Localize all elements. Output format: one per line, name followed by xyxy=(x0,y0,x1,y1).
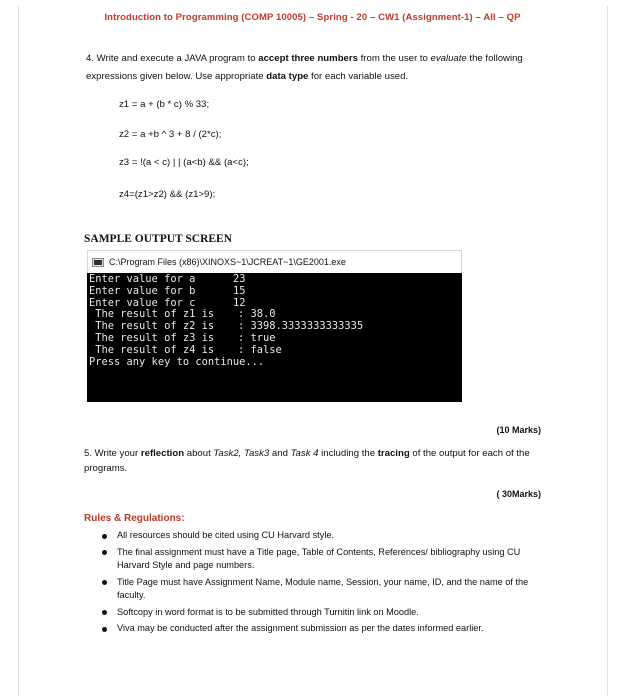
expression-z2: z2 = a +b ^ 3 + 8 / (2*c); xyxy=(119,129,222,140)
sample-output-title: SAMPLE OUTPUT SCREEN xyxy=(84,233,233,245)
console-line: The result of z1 is : 38.0 xyxy=(89,308,276,321)
expression-z4: z4=(z1>z2) && (z1>9); xyxy=(119,189,216,200)
console-line: Enter value for a 23 xyxy=(89,273,246,285)
console-line: The result of z3 is : true xyxy=(89,331,276,344)
rule-item: All resources should be cited using CU Harvard style. xyxy=(100,529,550,543)
console-window-title: C:\Program Files (x86)\XINOXS~1\JCREAT~1\GE2001.exe xyxy=(109,257,346,267)
question-4-marks: (10 Marks) xyxy=(496,425,541,435)
console-line: Enter value for b 15 xyxy=(89,284,246,297)
rules-title: Rules & Regulations: xyxy=(84,513,185,524)
console-line: The result of z2 is : 3398.3333333333335 xyxy=(89,320,364,333)
document-header: Introduction to Programming (COMP 10005) – Spring - 20 – CW1 (Assignment-1) – All – QP xyxy=(104,12,521,23)
rules-list xyxy=(100,529,550,639)
question-5-marks: ( 30Marks) xyxy=(496,489,541,499)
console-window-titlebar xyxy=(87,250,462,273)
question-5-text: 5. Write your reflection about Task2, Task3 and Task 4 including the tracing of the output for each of the programs. xyxy=(84,448,530,474)
rule-item: Title Page must have Assignment Name, Module name, Session, your name, ID, and the name of the faculty. xyxy=(100,576,550,603)
expression-z1: z1 = a + (b * c) % 33; xyxy=(119,99,210,110)
console-window-icon xyxy=(92,258,104,267)
rule-item: The final assignment must have a Title page, Table of Contents, References/ bibliography using CU Harvard Style and page numbers. xyxy=(100,546,550,573)
console-line: Press any key to continue... xyxy=(89,355,265,368)
console-output xyxy=(87,273,462,402)
console-line: Enter value for c 12 xyxy=(89,296,246,309)
console-line: The result of z4 is : false xyxy=(89,343,282,356)
expression-z3: z3 = !(a < c) | | (a<b) && (a<c); xyxy=(119,157,249,168)
question-4-text: 4. Write and execute a JAVA program to accept three numbers from the user to evaluate the following expressions given below. Use appropriate data type for each variable used. xyxy=(86,53,523,82)
rule-item: Viva may be conducted after the assignment submission as per the dates informed earlier. xyxy=(100,622,550,636)
rule-item: Softcopy in word format is to be submitted through Turnitin link on Moodle. xyxy=(100,606,550,620)
